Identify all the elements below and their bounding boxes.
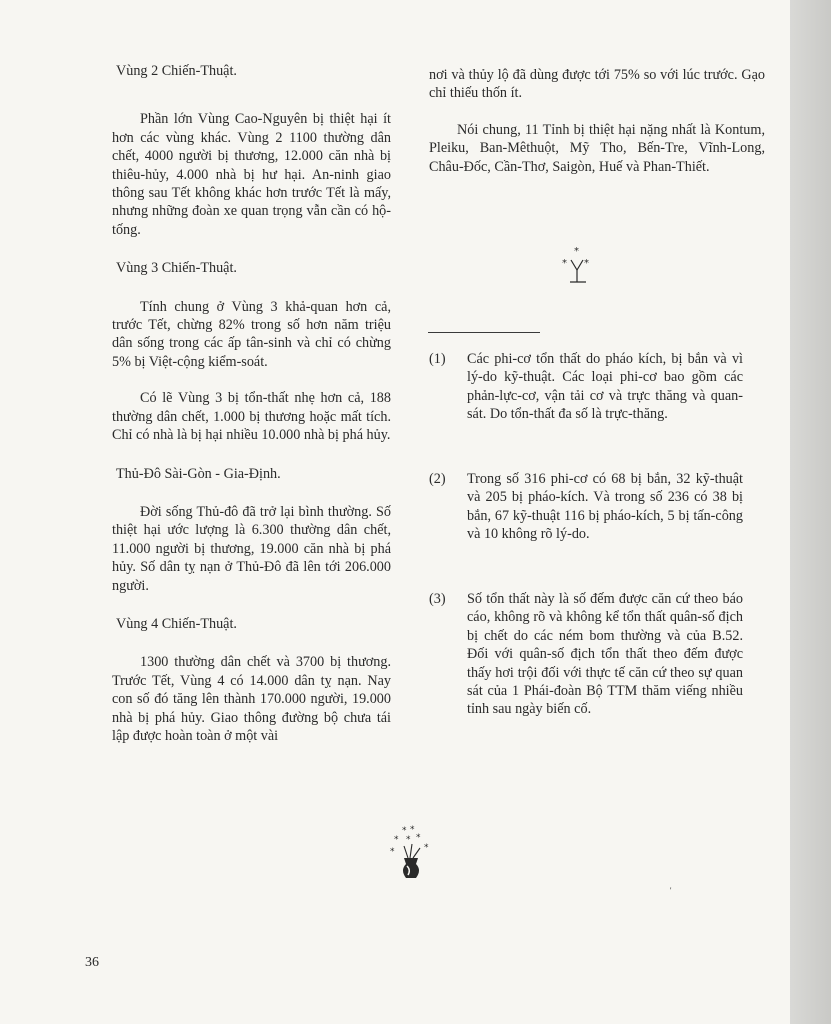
section-heading-thu-do: Thủ-Đô Sài-Gòn - Gia-Định. (116, 465, 281, 482)
footnote-separator (428, 332, 540, 333)
paragraph-vung-2: Phần lớn Vùng Cao-Nguyên bị thiệt hại ít hơn các vùng khác. Vùng 2 1100 thường dân chết, 4000 người bị thương, 12.000 căn nhà bị thiêu-hủy, 4.000 nhà bị hư hại. An-ninh giao thông sau Tết không khác hơn trước Tết là mấy, nhưng những đoàn xe quan trọng vẫn cần có hộ-tống. (112, 111, 391, 238)
speck-mark: ' (670, 886, 672, 895)
section-heading-vung-3: Vùng 3 Chiến-Thuật. (116, 260, 237, 277)
footnote-number: (3) (429, 591, 446, 607)
footnote-text: Các phi-cơ tổn thất do pháo kích, bị bắn và vì lý-do kỹ-thuật. Các loại phi-cơ bao gồm các phản-lực-cơ, vận tải cơ và trực thăng và quan-sát. Do tổn-thất đa số là trực-thăng. (467, 351, 743, 423)
svg-text:*: * (394, 835, 399, 845)
paragraph-thu-do: Đời sống Thủ-đô đã trở lại bình thường. Số thiệt hại ước lượng là 6.300 thường dân chết, 11.000 người bị thương, 19.000 căn nhà bị phá hủy. Số dân tỵ nạn ở Thủ-Đô đã lên tới 206.000 người. (112, 503, 391, 594)
footnote-number: (2) (429, 471, 446, 487)
svg-text:*: * (562, 258, 567, 269)
svg-text:*: * (416, 833, 421, 843)
svg-text:*: * (574, 246, 579, 257)
footnote-text: Số tổn thất này là số đếm được căn cứ theo báo cáo, không rõ và không kể tổn thất quân-số địch bị chết do các ném bom thường và của B.52. Đối với quân-số địch tổn thất theo đếm được thấy hơi trội đối với thực tế căn cứ theo sự quan sát của 1 Phái-đoàn Bộ TTM thăm viếng nhiều tỉnh sau ngày biến cố. (467, 591, 743, 718)
right-column (429, 66, 765, 176)
page-edge-shadow (790, 0, 831, 1024)
left-column (112, 62, 391, 745)
section-heading-vung-4: Vùng 4 Chiến-Thuật. (116, 615, 237, 632)
footnote-number: (1) (429, 351, 446, 367)
section-heading-vung-2: Vùng 2 Chiến-Thuật. (116, 63, 237, 79)
footnote-text: Trong số 316 phi-cơ có 68 bị bắn, 32 kỹ-thuật và 205 bị pháo-kích. Và trong số 236 có 38 bị bắn, 67 kỹ-thuật 116 bị pháo-kích, 5 bị tấn-công và 10 không rõ lý-do. (467, 471, 743, 543)
paragraph-vung-4: 1300 thường dân chết và 3700 bị thương. Trước Tết, Vùng 4 có 14.000 dân tỵ nạn. Nay con số đó tăng lên thành 170.000 người, 19.000 nhà bị phá hủy. Giao thông đường bộ chưa tái lập được hoàn toàn ở một vài (112, 654, 391, 744)
paragraph-summary: Nói chung, 11 Tỉnh bị thiệt hại nặng nhất là Kontum, Pleiku, Ban-Mêthuột, Mỹ Tho, Bến-Tre, Vĩnh-Long, Châu-Đốc, Cần-Thơ, Saigòn, Huế và Phan-Thiết. (429, 121, 765, 175)
svg-text:*: * (390, 847, 395, 857)
svg-text:*: * (410, 825, 415, 835)
paragraph-vung-3-a: Tính chung ở Vùng 3 khả-quan hơn cả, trước Tết, chừng 82% trong số hơn năm triệu dân sống trong các ấp tân-sinh và chỉ có chừng 5% bị Việt-cộng kiểm-soát. (112, 298, 391, 370)
svg-text:*: * (402, 826, 407, 836)
paragraph-continued: nơi và thủy lộ đã dùng được tới 75% so với lúc trước. Gạo chỉ thiếu thốn ít. (429, 67, 765, 102)
flower-sprig-ornament-icon (560, 244, 596, 288)
svg-text:*: * (406, 835, 411, 845)
paragraph-vung-3-b: Có lẽ Vùng 3 bị tổn-thất nhẹ hơn cả, 188 thường dân chết, 1.000 bị thương hoặc mất tích. Chỉ có nhà là bị hại nhiều 10.000 nhà bị phá hủy. (112, 390, 391, 444)
svg-text:*: * (424, 843, 429, 853)
page-number: 36 (85, 955, 99, 970)
flower-vase-ornament-icon (388, 824, 436, 884)
svg-text:*: * (584, 258, 589, 269)
